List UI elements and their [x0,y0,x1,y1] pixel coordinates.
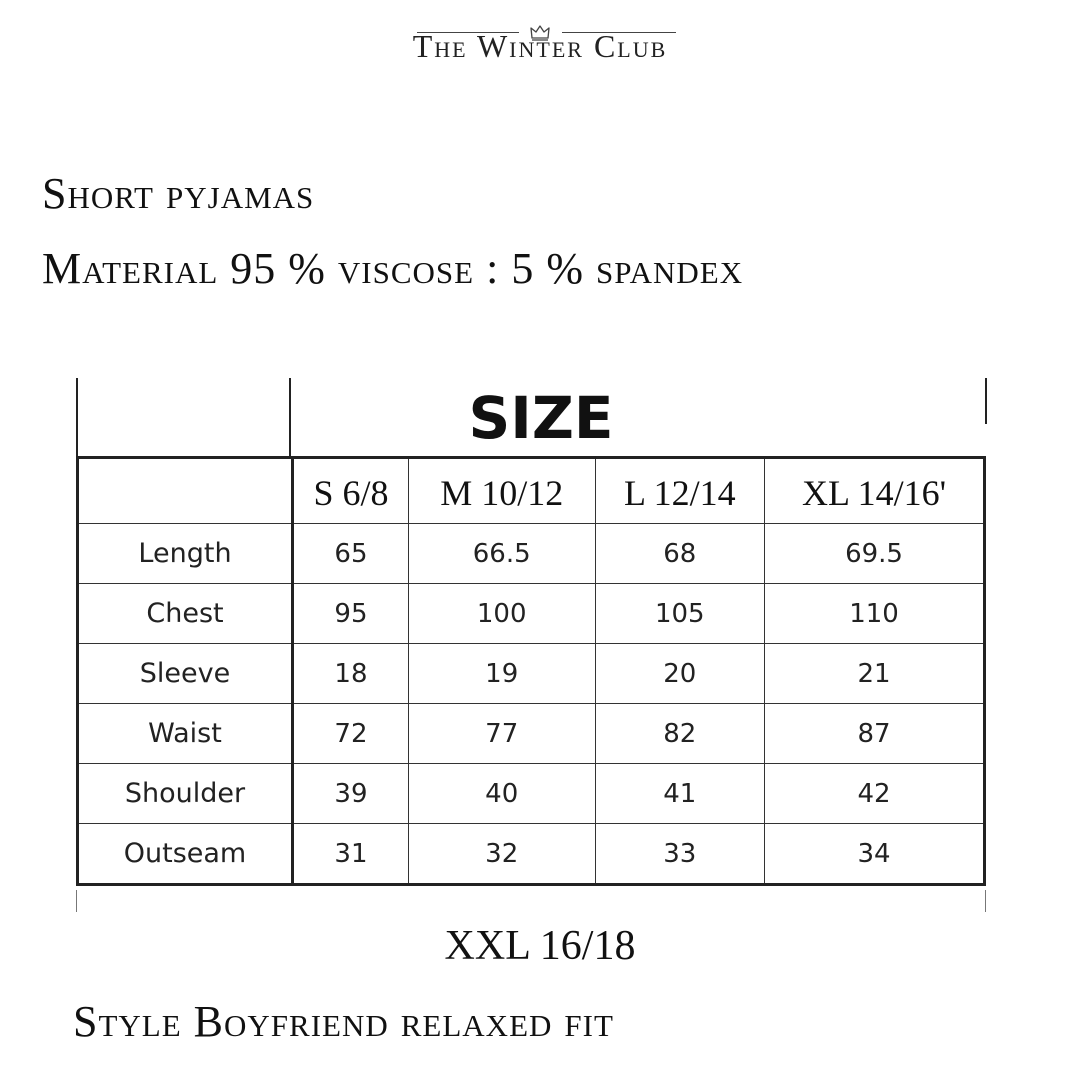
table-cell: 105 [595,584,765,644]
table-cell: 69.5 [765,524,985,584]
size-label: S 6/8 [293,458,409,524]
row-label: Length [78,524,293,584]
product-title: Short pyjamas [42,169,315,218]
table-cell: 66.5 [408,524,595,584]
size-heading: SIZE [468,384,614,452]
table-cell: 110 [765,584,985,644]
table-row [78,584,985,644]
table-cell: 87 [765,704,985,764]
brand-name: The Winter Club [412,28,668,64]
table-row [78,824,985,885]
table-cell: 82 [595,704,765,764]
table-cell: 65 [293,524,409,584]
size-chart [76,376,988,916]
table-tick-left [76,890,77,912]
table-border-left-top [76,378,78,458]
row-label: Shoulder [78,764,293,824]
table-cell: 31 [293,824,409,885]
table-cell: 68 [595,524,765,584]
table-cell: 39 [293,764,409,824]
table-row [78,524,985,584]
table-row [78,644,985,704]
table-cell: 72 [293,704,409,764]
extra-size-note: XXL 16/18 [444,923,636,969]
size-label: L 12/14 [595,458,765,524]
product-material: Material 95 % viscose : 5 % spandex [42,244,744,293]
row-label: Outseam [78,824,293,885]
table-cell: 32 [408,824,595,885]
table-cell: 42 [765,764,985,824]
table-cell: 40 [408,764,595,824]
size-label: XL 14/16' [765,458,985,524]
table-cell: 100 [408,584,595,644]
table-divider-top [289,378,291,458]
product-style: Style Boyfriend relaxed fit [73,997,614,1046]
size-table [76,456,986,886]
row-label: Waist [78,704,293,764]
table-cell: 20 [595,644,765,704]
table-row [78,704,985,764]
table-row [78,764,985,824]
size-header-row [78,458,985,524]
table-cell: 77 [408,704,595,764]
table-tick-right [985,890,986,912]
row-label: Chest [78,584,293,644]
row-label: Sleeve [78,644,293,704]
table-cell: 19 [408,644,595,704]
table-border-right-top [985,378,987,424]
table-cell: 41 [595,764,765,824]
table-cell: 21 [765,644,985,704]
table-cell: 34 [765,824,985,885]
table-cell: 95 [293,584,409,644]
table-cell: 33 [595,824,765,885]
corner-cell [78,458,293,524]
size-label: M 10/12 [408,458,595,524]
table-cell: 18 [293,644,409,704]
